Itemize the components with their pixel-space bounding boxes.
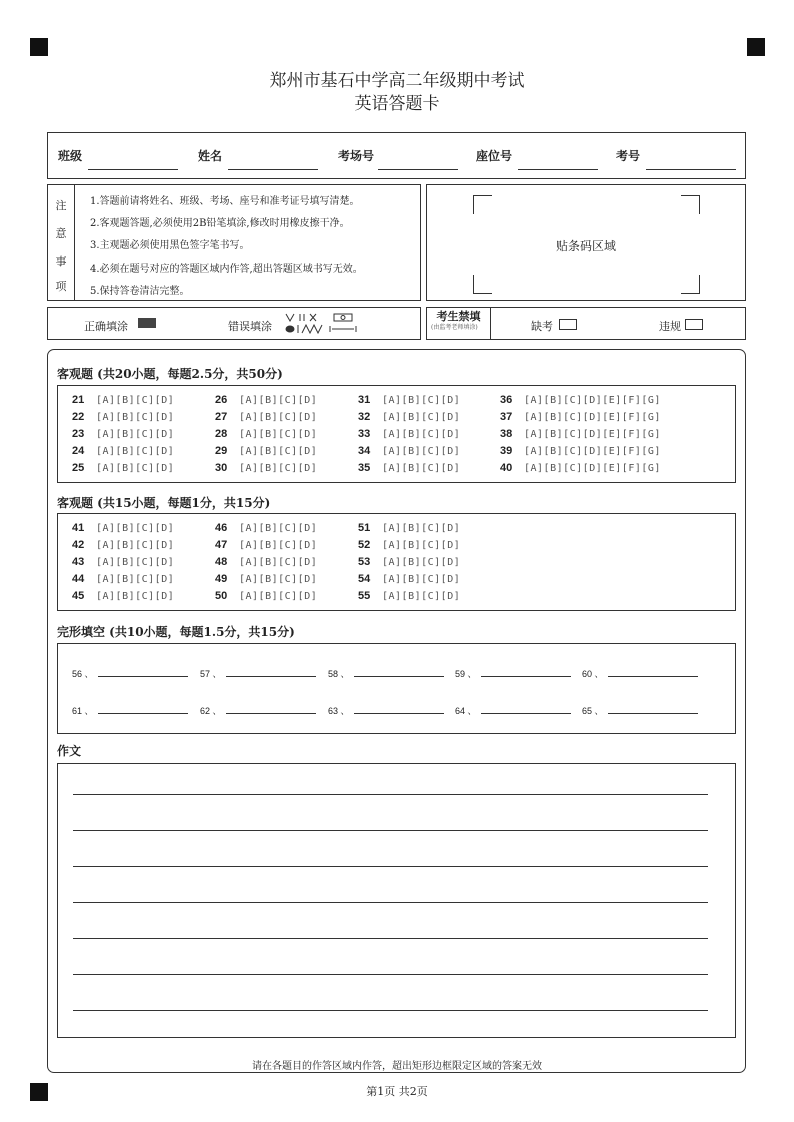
answer-bubbles[interactable]: [A][B][C][D] (239, 463, 318, 474)
question-number: 44 (72, 573, 85, 585)
question-number: 23 (72, 428, 85, 440)
proctor-legend (426, 307, 746, 340)
registration-mark-top-right (747, 38, 765, 56)
answer-bubbles[interactable]: [A][B][C][D] (239, 591, 318, 602)
exam-number-label: 考号 (616, 149, 641, 163)
question-38 (500, 427, 661, 440)
cloze-number: 59 、 (455, 669, 477, 679)
notes-side-char: 注 (55, 199, 67, 212)
answer-bubbles[interactable]: [A][B][C][D] (382, 412, 461, 423)
section4-title: 作文 (57, 744, 82, 758)
answer-bubbles[interactable]: [A][B][C][D] (382, 523, 461, 534)
writing-line (73, 938, 708, 939)
writing-line (73, 1010, 708, 1011)
answer-bubbles[interactable]: [A][B][C][D] (239, 395, 318, 406)
cloze-line (226, 668, 316, 677)
question-51 (358, 521, 460, 534)
cloze-number: 63 、 (328, 706, 350, 716)
question-54 (358, 572, 460, 585)
question-40 (500, 461, 661, 474)
page-subtitle: 英语答题卡 (354, 94, 440, 114)
cloze-blank[interactable] (455, 704, 571, 717)
absent-checkbox[interactable] (559, 319, 577, 330)
section2-title: 客观题 (共15小题，每题1分，共15分) (57, 496, 271, 510)
answer-bubbles[interactable]: [A][B][C][D] (239, 540, 318, 551)
exam-number-field[interactable] (646, 169, 736, 170)
violation-label: 违规 (659, 320, 681, 333)
cloze-blank[interactable] (582, 704, 698, 717)
question-number: 42 (72, 539, 85, 551)
answer-bubbles[interactable]: [A][B][C][D][E][F][G] (524, 446, 661, 457)
answer-bubbles[interactable]: [A][B][C][D] (96, 446, 175, 457)
answer-bubbles[interactable]: [A][B][C][D] (382, 429, 461, 440)
answer-bubbles[interactable]: [A][B][C][D] (239, 523, 318, 534)
notes-side-label (48, 185, 75, 300)
answer-bubbles[interactable]: [A][B][C][D] (96, 429, 175, 440)
footer-warning: 请在各题目的作答区域内作答，超出矩形边框限定区域的答案无效 (252, 1061, 542, 1072)
question-number: 55 (358, 590, 371, 602)
question-number: 45 (72, 590, 85, 602)
barcode-corner (473, 195, 492, 214)
seat-field[interactable] (518, 169, 598, 170)
cloze-number: 61 、 (72, 706, 94, 716)
question-number: 39 (500, 445, 513, 457)
answer-bubbles[interactable]: [A][B][C][D] (239, 412, 318, 423)
violation-checkbox[interactable] (685, 319, 703, 330)
question-number: 22 (72, 411, 85, 423)
question-number: 50 (215, 590, 228, 602)
question-55 (358, 589, 460, 602)
cloze-number: 64 、 (455, 706, 477, 716)
question-46 (215, 521, 317, 534)
cloze-number: 57 、 (200, 669, 222, 679)
question-number: 40 (500, 462, 513, 474)
barcode-corner (681, 195, 700, 214)
cloze-blank[interactable] (455, 667, 571, 680)
writing-line (73, 830, 708, 831)
answer-bubbles[interactable]: [A][B][C][D] (382, 395, 461, 406)
cloze-line (608, 668, 698, 677)
question-number: 38 (500, 428, 513, 440)
wrong-fill-label: 错误填涂 (228, 320, 272, 333)
cloze-blank[interactable] (582, 667, 698, 680)
question-number: 54 (358, 573, 371, 585)
cloze-number: 65 、 (582, 706, 604, 716)
answer-bubbles[interactable]: [A][B][C][D] (239, 446, 318, 457)
question-24 (72, 444, 174, 457)
question-number: 49 (215, 573, 228, 585)
proctor-cell (427, 308, 491, 339)
question-44 (72, 572, 174, 585)
question-number: 48 (215, 556, 228, 568)
cloze-line (354, 705, 444, 714)
note-item: 3.主观题必须使用黑色签字笔书写。 (90, 240, 250, 251)
question-number: 29 (215, 445, 228, 457)
answer-bubbles[interactable]: [A][B][C][D] (382, 446, 461, 457)
barcode-corner (681, 275, 700, 294)
question-47 (215, 538, 317, 551)
cloze-blank[interactable] (72, 667, 188, 680)
seat-label: 座位号 (476, 149, 513, 163)
proctor-title: 考生禁填 (436, 310, 481, 323)
question-number: 47 (215, 539, 228, 551)
cloze-line (481, 705, 571, 714)
question-number: 27 (215, 411, 228, 423)
section1-title: 客观题 (共20小题，每题2.5分，共50分) (57, 367, 283, 381)
name-field[interactable] (228, 169, 318, 170)
answer-bubbles[interactable]: [A][B][C][D] (382, 557, 461, 568)
question-number: 53 (358, 556, 371, 568)
class-field[interactable] (88, 169, 178, 170)
question-number: 32 (358, 411, 371, 423)
question-43 (72, 555, 174, 568)
question-32 (358, 410, 460, 423)
question-34 (358, 444, 460, 457)
answer-bubbles[interactable]: [A][B][C][D] (382, 463, 461, 474)
question-number: 36 (500, 394, 513, 406)
registration-mark-top-left (30, 38, 48, 56)
cloze-blank[interactable] (328, 704, 444, 717)
question-26 (215, 393, 317, 406)
cloze-line (98, 705, 188, 714)
question-number: 37 (500, 411, 513, 423)
cloze-line (226, 705, 316, 714)
proctor-subtitle: (由监考老师填涂) (431, 324, 478, 331)
question-number: 51 (358, 522, 371, 534)
exam-room-field[interactable] (378, 169, 458, 170)
cloze-line (608, 705, 698, 714)
question-52 (358, 538, 460, 551)
note-item: 2.客观题答题,必须使用2B铅笔填涂,修改时用橡皮擦干净。 (90, 218, 350, 229)
notes-panel (47, 184, 421, 301)
barcode-corner (473, 275, 492, 294)
writing-line (73, 794, 708, 795)
wrong-fill-samples-icon (284, 312, 360, 336)
page-number: 第1页 共2页 (366, 1085, 428, 1098)
question-number: 24 (72, 445, 85, 457)
question-number: 35 (358, 462, 371, 474)
answer-bubbles[interactable]: [A][B][C][D] (96, 557, 175, 568)
question-number: 34 (358, 445, 371, 457)
answer-bubbles[interactable]: [A][B][C][D] (96, 591, 175, 602)
question-number: 25 (72, 462, 85, 474)
question-number: 46 (215, 522, 228, 534)
question-21 (72, 393, 174, 406)
student-info-row (47, 132, 746, 179)
answer-bubbles[interactable]: [A][B][C][D] (96, 412, 175, 423)
notes-side-char: 意 (55, 227, 67, 240)
fill-legend (47, 307, 421, 340)
question-29 (215, 444, 317, 457)
answer-bubbles[interactable]: [A][B][C][D] (96, 463, 175, 474)
answer-bubbles[interactable]: [A][B][C][D][E][F][G] (524, 395, 661, 406)
question-30 (215, 461, 317, 474)
question-22 (72, 410, 174, 423)
answer-bubbles[interactable]: [A][B][C][D] (382, 574, 461, 585)
answer-bubbles[interactable]: [A][B][C][D] (96, 574, 175, 585)
question-50 (215, 589, 317, 602)
name-label: 姓名 (198, 149, 223, 163)
question-number: 41 (72, 522, 85, 534)
cloze-number: 60 、 (582, 669, 604, 679)
absent-label: 缺考 (531, 320, 553, 333)
correct-fill-sample (138, 318, 156, 328)
question-45 (72, 589, 174, 602)
writing-line (73, 866, 708, 867)
barcode-label: 贴条码区域 (555, 239, 616, 253)
answer-bubbles[interactable]: [A][B][C][D] (96, 540, 175, 551)
note-item: 1.答题前请将姓名、班级、考场、座号和准考证号填写清楚。 (90, 196, 360, 207)
question-number: 33 (358, 428, 371, 440)
page-title: 郑州市基石中学高二年级期中考试 (269, 71, 525, 91)
question-number: 43 (72, 556, 85, 568)
question-number: 21 (72, 394, 85, 406)
question-31 (358, 393, 460, 406)
cloze-number: 56 、 (72, 669, 94, 679)
question-37 (500, 410, 661, 423)
class-label: 班级 (58, 149, 83, 163)
note-item: 4.必须在题号对应的答题区域内作答,超出答题区域书写无效。 (90, 264, 363, 275)
question-33 (358, 427, 460, 440)
answer-bubbles[interactable]: [A][B][C][D] (382, 540, 461, 551)
answer-bubbles[interactable]: [A][B][C][D][E][F][G] (524, 412, 661, 423)
answer-bubbles[interactable]: [A][B][C][D][E][F][G] (524, 463, 661, 474)
question-number: 26 (215, 394, 228, 406)
question-number: 30 (215, 462, 228, 474)
section3-answer-box (57, 643, 736, 734)
answer-bubbles[interactable]: [A][B][C][D] (382, 591, 461, 602)
writing-line (73, 902, 708, 903)
question-28 (215, 427, 317, 440)
cloze-line (354, 668, 444, 677)
note-item: 5.保持答卷清洁完整。 (90, 286, 190, 297)
answer-bubbles[interactable]: [A][B][C][D] (239, 574, 318, 585)
correct-fill-label: 正确填涂 (84, 320, 128, 333)
cloze-blank[interactable] (328, 667, 444, 680)
cloze-line (98, 668, 188, 677)
question-53 (358, 555, 460, 568)
question-41 (72, 521, 174, 534)
cloze-number: 58 、 (328, 669, 350, 679)
question-27 (215, 410, 317, 423)
cloze-blank[interactable] (72, 704, 188, 717)
question-35 (358, 461, 460, 474)
question-number: 28 (215, 428, 228, 440)
exam-room-label: 考场号 (338, 149, 375, 163)
question-42 (72, 538, 174, 551)
writing-line (73, 974, 708, 975)
question-25 (72, 461, 174, 474)
answer-bubbles[interactable]: [A][B][C][D] (96, 523, 175, 534)
question-number: 31 (358, 394, 371, 406)
notes-side-char: 事 (55, 255, 67, 268)
cloze-blank[interactable] (200, 704, 316, 717)
cloze-blank[interactable] (200, 667, 316, 680)
section3-title: 完形填空 (共10小题，每题1.5分，共15分) (57, 625, 295, 639)
answer-bubbles[interactable]: [A][B][C][D] (239, 557, 318, 568)
cloze-number: 62 、 (200, 706, 222, 716)
question-number: 52 (358, 539, 371, 551)
cloze-line (481, 668, 571, 677)
question-36 (500, 393, 661, 406)
question-49 (215, 572, 317, 585)
notes-side-char: 项 (55, 280, 67, 293)
question-48 (215, 555, 317, 568)
answer-bubbles[interactable]: [A][B][C][D] (239, 429, 318, 440)
barcode-area (426, 184, 746, 301)
answer-bubbles[interactable]: [A][B][C][D][E][F][G] (524, 429, 661, 440)
question-39 (500, 444, 661, 457)
answer-bubbles[interactable]: [A][B][C][D] (96, 395, 175, 406)
composition-box[interactable] (57, 763, 736, 1038)
question-23 (72, 427, 174, 440)
